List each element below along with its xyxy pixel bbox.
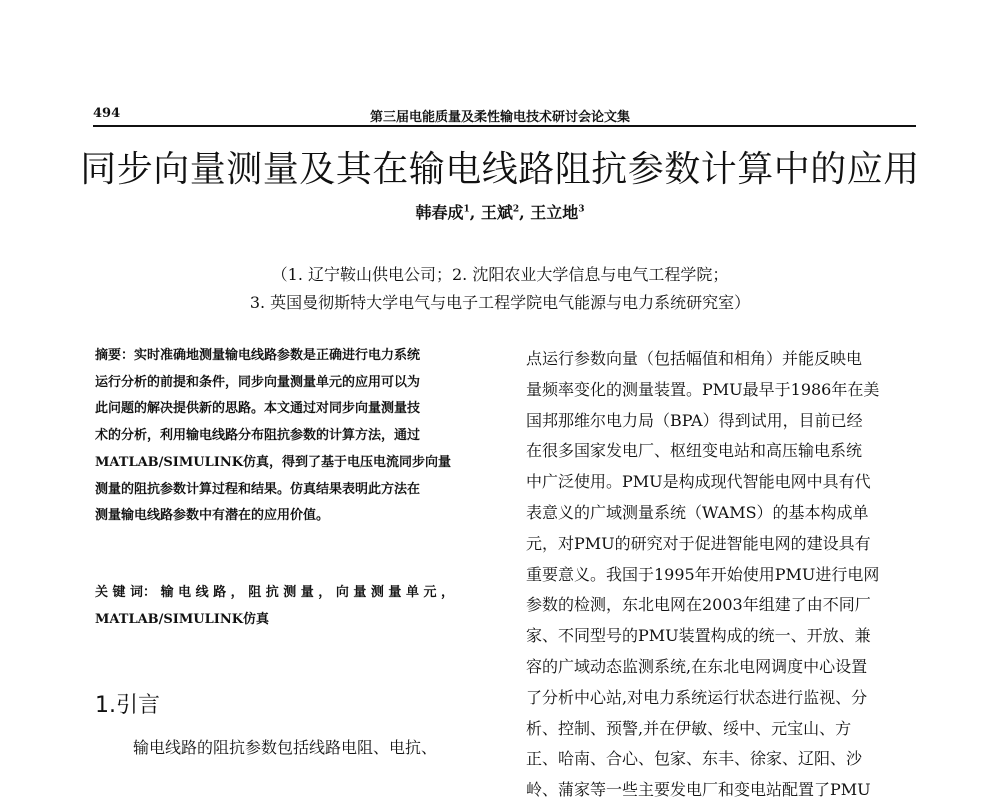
abstract-line: 测量输电线路参数中有潜在的应用价值。 — [95, 508, 330, 524]
right-column-text — [526, 344, 921, 806]
body-line: 正、哈南、合心、包家、东丰、徐家、辽阳、沙 — [526, 749, 863, 769]
intro-paragraph-line: 输电线路的阻抗参数包括线路电阻、电抗、 — [133, 738, 438, 757]
body-line: 元，对PMU的研究对于促进智能电网的建设具有 — [526, 533, 871, 553]
author-affil-marker: 3 — [578, 204, 585, 215]
page-number: 494 — [93, 106, 121, 121]
abstract — [95, 343, 495, 530]
author-name: 王斌 — [480, 203, 513, 222]
author-name: 王立地 — [530, 203, 579, 222]
body-line: 析、控制、预警,并在伊敏、绥中、元宝山、方 — [526, 718, 852, 738]
abstract-line: 测量的阻抗参数计算过程和结果。仿真结果表明此方法在 — [95, 481, 421, 497]
author-list: 韩春成$^1$, 王斌$^2$, 王立地$^3$ — [415, 203, 585, 222]
body-line: 家、不同型号的PMU装置构成的统一、开放、兼 — [526, 626, 871, 646]
body-line: 量频率变化的测量装置。PMU最早于1986年在美 — [526, 379, 880, 399]
keywords-line: MATLAB/SIMULINK仿真 — [95, 611, 270, 627]
paper-title: 同步向量测量及其在输电线路阻抗参数计算中的应用 — [80, 149, 920, 190]
author-affil-marker: 2 — [512, 204, 520, 215]
body-line: 国邦那维尔电力局（BPA）得到试用，目前已经 — [526, 410, 863, 430]
author-name: 韩春成 — [415, 203, 464, 222]
body-line: 了分析中心站,对电力系统运行状态进行监视、分 — [526, 687, 868, 707]
body-line: 在很多国家发电厂、枢纽变电站和高压输电系统 — [526, 441, 863, 461]
keywords-line: 关 键 词： 输 电 线 路 ， 阻 抗 测 量 ， 向 量 测 量 单 元 ， — [95, 585, 454, 600]
affiliation-line: 3. 英国曼彻斯特大学电气与电子工程学院电气能源与电力系统研究室） — [249, 293, 751, 312]
keywords — [95, 580, 495, 633]
section-heading-intro: 1.引言 — [95, 693, 160, 718]
body-line: 参数的检测，东北电网在2003年组建了由不同厂 — [526, 595, 871, 615]
body-line: 容的广域动态监测系统,在东北电网调度中心设置 — [526, 656, 868, 676]
running-header: 第三届电能质量及柔性输电技术研讨会论文集 — [369, 110, 630, 125]
abstract-line: 术的分析，利用输电线路分布阻抗参数的计算方法，通过 — [95, 428, 421, 444]
body-line: 中广泛使用。PMU是构成现代智能电网中具有代 — [526, 472, 871, 492]
abstract-line: 此问题的解决提供新的思路。本文通过对同步向量测量技 — [95, 401, 421, 417]
header-rule — [93, 125, 916, 127]
body-line: 重要意义。我国于1995年开始使用PMU进行电网 — [526, 564, 880, 584]
author-affil-marker: 1 — [463, 204, 470, 215]
abstract-line: 运行分析的前提和条件，同步向量测量单元的应用可以为 — [95, 374, 421, 390]
body-line: 岭、蒲家等一些主要发电厂和变电站配置了PMU — [526, 780, 871, 800]
abstract-line: MATLAB/SIMULINK仿真，得到了基于电压电流同步向量 — [95, 454, 452, 470]
body-line: 表意义的广域测量系统（WAMS）的基本构成单 — [526, 502, 869, 522]
abstract-line: 摘要：实时准确地测量输电线路参数是正确进行电力系统 — [95, 348, 421, 363]
body-line: 点运行参数向量（包括幅值和相角）并能反映电 — [526, 349, 863, 368]
affiliation-line: （1. 辽宁鞍山供电公司；2. 沈阳农业大学信息与电气工程学院； — [271, 265, 729, 284]
